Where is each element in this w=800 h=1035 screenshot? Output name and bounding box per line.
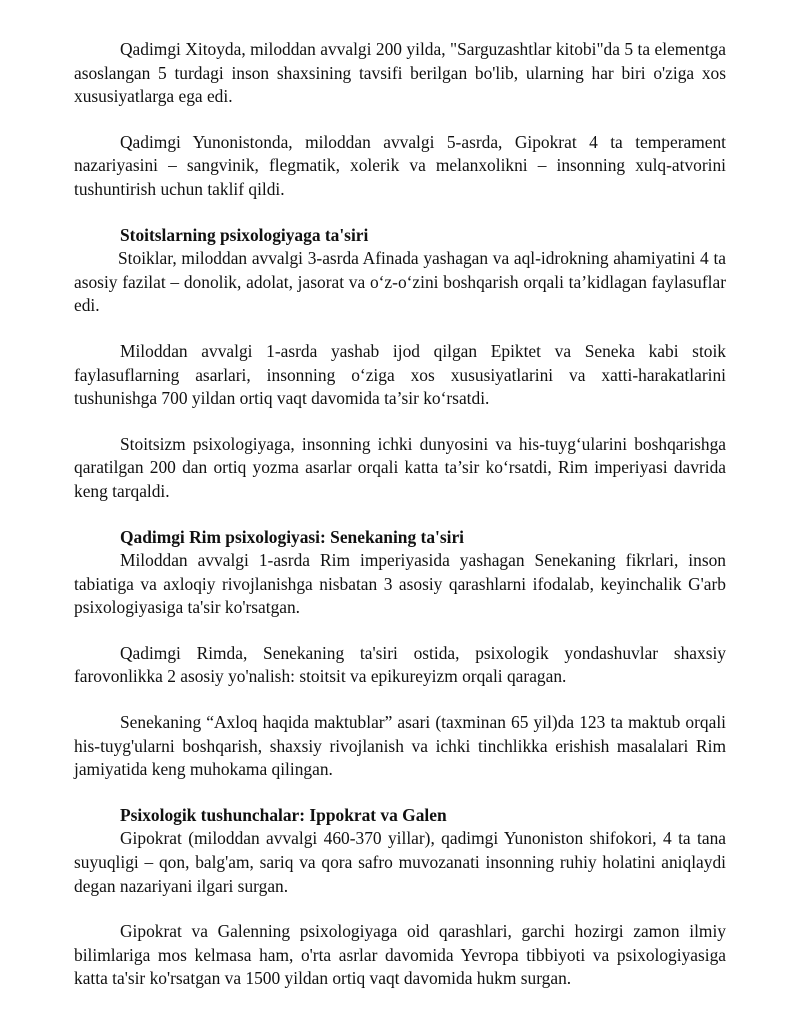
paragraph-ancient-china: Qadimgi Xitoyda, miloddan avvalgi 200 yilda, "Sarguzashtlar kitobi"da 5 ta elementga asoslangan 5 turdagi inson shaxsining tavsifi berilgan bo'lib, ularning har biri o'ziga xos xususiyatlarga ega edi. [74, 39, 726, 107]
paragraph-humors-theory: Gipokrat (miloddan avvalgi 460-370 yillar), qadimgi Yunoniston shifokori, 4 ta tana suyuqligi – qon, balg'am, sariq va qora safro muvozanati insonning ruhiy holatini aniqlaydi degan nazariyani ilgari surgan. [74, 828, 726, 896]
paragraph-gap [74, 109, 726, 131]
paragraph-epictetus-seneca: Miloddan avvalgi 1-asrda yashab ijod qilgan Epiktet va Seneka kabi stoik faylasuflarning asarlari, insonning o‘ziga xos xususiyatlarini va xatti-harakatlarini tushunishga 700 yildan ortiq vaqt davomida ta’sir ko‘rsatdi. [74, 340, 726, 409]
section-heading-hippocrates-galen: Psixologik tushunchalar: Ippokrat va Galen [120, 804, 447, 825]
section-heading-rome: Qadimgi Rim psixologiyasi: Senekaning ta'siri [120, 526, 464, 547]
paragraph-gap [74, 782, 726, 804]
paragraph-gap [74, 620, 726, 642]
paragraph-moral-letters: Senekaning “Axloq haqida maktublar” asari (taxminan 65 yil)da 123 ta maktub orqali his-tuyg'ularni boshqarish, shaxsiy rivojlanish va ichki tinchlikka erishish masalalari Rim jamiyatida keng muhokama qilingan. [74, 712, 726, 780]
paragraph-seneca-views: Miloddan avvalgi 1-asrda Rim imperiyasida yashagan Senekaning fikrlari, inson tabiatiga va axloqiy rivojlanishga nisbatan 3 asosiy qarashlarni ifodalab, keyinchalik G'arb psixologiyasiga ta'sir ko'rsatgan. [74, 550, 726, 618]
paragraph-gap [74, 202, 726, 224]
paragraph-ancient-greece: Qadimgi Yunonistonda, miloddan avvalgi 5-asrda, Gipokrat 4 ta temperament nazariyasini – sangvinik, flegmatik, xolerik va melanxolikni – insonning xulq-atvorini tushuntirish uchun taklif qildi. [74, 131, 726, 199]
paragraph-gap [74, 318, 726, 340]
paragraph-rome-approaches: Qadimgi Rimda, Senekaning ta'siri ostida, psixologik yondashuvlar shaxsiy farovonlikka 2 asosiy yo'nalish: stoitsit va epikureyizm orqali qaragan. [74, 642, 726, 687]
section-heading-stoics: Stoitslarning psixologiyaga ta'siri [120, 224, 369, 245]
paragraph-gap [74, 689, 726, 711]
paragraph-stoics-intro: Stoiklar, miloddan avvalgi 3-asrda Afinada yashagan va aql-idrokning ahamiyatini 4 ta asosiy fazilat – donolik, adolat, jasorat va o‘z-o‘zini boshqarish orqali ta’kidlagan faylasuflar edi. [74, 248, 726, 316]
paragraph-gap [74, 411, 726, 433]
paragraph-gap [74, 504, 726, 526]
paragraph-hippocrates-galen-legacy: Gipokrat va Galenning psixologiyaga oid qarashlari, garchi hozirgi zamon ilmiy bilimlariga mos kelmasa ham, o'rta asrlar davomida Yevropa tibbiyoti va psixologiyasiga katta ta'sir ko'rsatgan va 1500 yildan ortiq vaqt davomida hukm surgan. [74, 921, 726, 989]
paragraph-stoicism-influence: Stoitsizm psixologiyaga, insonning ichki dunyosini va his-tuyg‘ularini boshqarishga qaratilgan 200 dan ortiq yozma asarlar orqali katta ta’sir ko‘rsatdi, Rim imperiyasi davrida keng tarqaldi. [74, 433, 726, 501]
document-page [74, 38, 726, 991]
paragraph-gap [74, 898, 726, 920]
